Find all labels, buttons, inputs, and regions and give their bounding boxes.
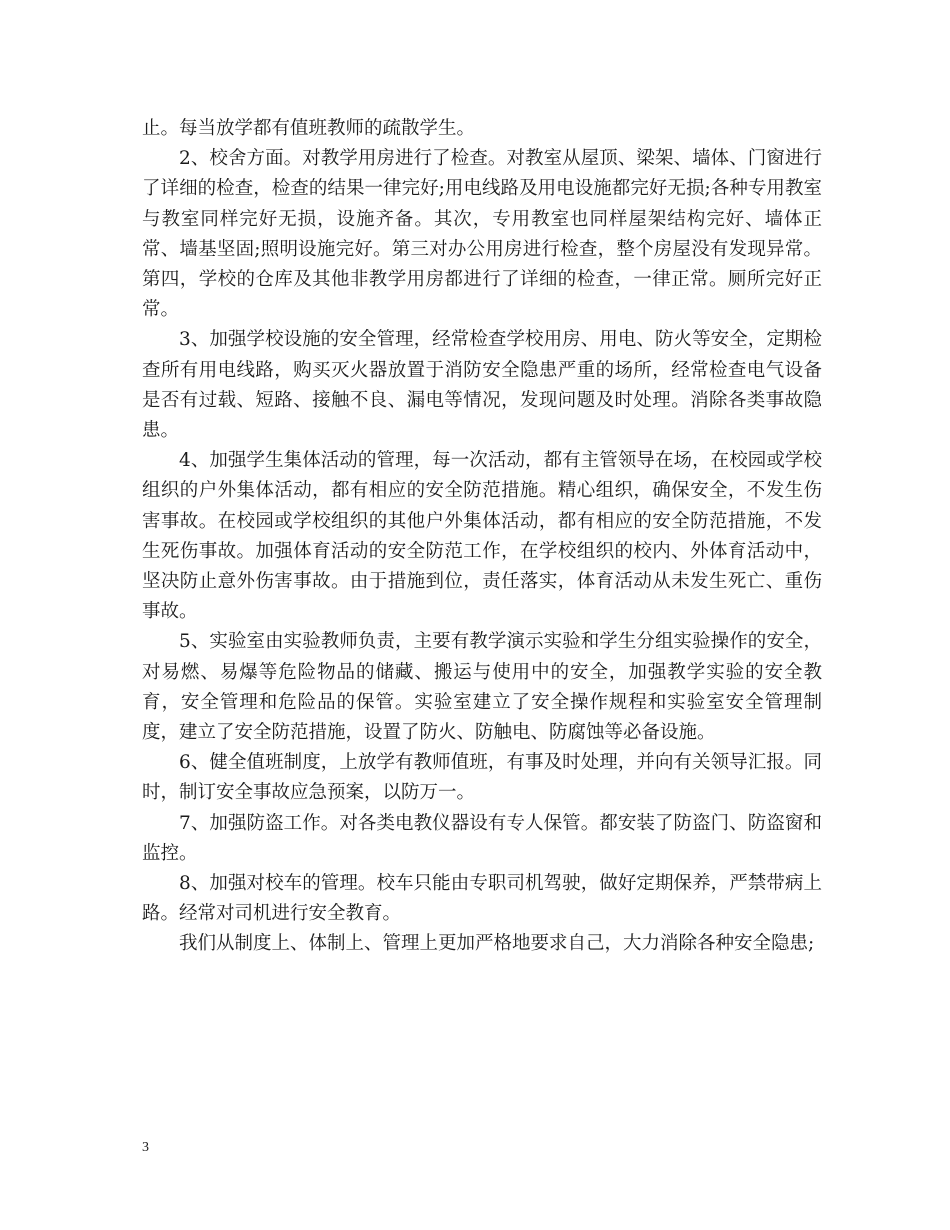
paragraph-item-3-facilities: 3、加强学校设施的安全管理，经常检查学校用房、用电、防火等安全，定期检查所有用电线路，购买灭火器放置于消防安全隐患严重的场所，经常检查电气设备是否有过载、短路、接触不良、漏电等情况，发现问题及时处理。消除各类事故隐患。 [142,329,822,442]
paragraph-item-8-school-bus: 8、加强对校车的管理。校车只能由专职司机驾驶，做好定期保养，严禁带病上路。经常对司机进行安全教育。 [142,873,822,925]
paragraph-item-6-duty-system: 6、健全值班制度，上放学有教师值班，有事及时处理，并向有关领导汇报。同时，制订安全事故应急预案，以防万一。 [142,752,822,804]
paragraph-item-7-anti-theft: 7、加强防盗工作。对各类电教仪器设有专人保管。都安装了防盗门、防盗窗和监控。 [142,812,822,864]
page-number: 3 [142,1140,149,1155]
paragraph-item-5-laboratory: 5、实验室由实验教师负责，主要有教学演示实验和学生分组实验操作的安全，对易燃、易爆等危险物品的储藏、搬运与使用中的安全，加强教学实验的安全教育，安全管理和危险品的保管。实验室建立了安全操作规程和实验室安全管理制度，建立了安全防范措施，设置了防火、防触电、防腐蚀等必备设施。 [142,631,822,744]
page-body [142,114,822,960]
paragraph-continuation: 止。每当放学都有值班教师的疏散学生。 [142,118,476,139]
paragraph-item-2-buildings: 2、校舍方面。对教学用房进行了检查。对教室从屋顶、梁架、墙体、门窗进行了详细的检查，检查的结果一律完好;用电线路及用电设施都完好无损;各种专用教室与教室同样完好无损，设施齐备。其次，专用教室也同样屋架结构完好、墙体正常、墙基坚固;照明设施完好。第三对办公用房进行检查，整个房屋没有发现异常。第四，学校的仓库及其他非教学用房都进行了详细的检查，一律正常。厕所完好正常。 [142,148,822,321]
paragraph-conclusion: 我们从制度上、体制上、管理上更加严格地要求自己，大力消除各种安全隐患; [179,933,815,955]
paragraph-item-4-group-activities: 4、加强学生集体活动的管理，每一次活动，都有主管领导在场，在校园或学校组织的户外集体活动，都有相应的安全防范措施。精心组织，确保安全，不发生伤害事故。在校园或学校组织的其他户外集体活动，都有相应的安全防范措施，不发生死伤事故。加强体育活动的安全防范工作，在学校组织的校内、外体育活动中，坚决防止意外伤害事故。由于措施到位，责任落实，体育活动从未发生死亡、重伤事故。 [142,450,822,623]
